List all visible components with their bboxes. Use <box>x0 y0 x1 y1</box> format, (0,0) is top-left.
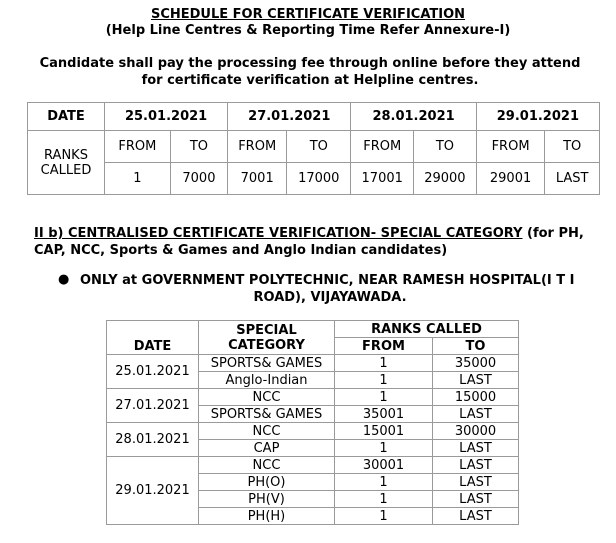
rank-to-value: 17000 <box>287 163 351 195</box>
special-row-to: LAST <box>433 474 519 491</box>
ranks-called-header: RANKS CALLED <box>335 321 519 338</box>
special-to-header: TO <box>433 338 519 355</box>
fee-notice-line-2: for certificate verification at Helpline centres. <box>141 73 479 88</box>
ranks-called-label: RANKS CALLED <box>28 131 105 195</box>
schedule-date-header: DATE <box>28 103 105 131</box>
special-row-to: 15000 <box>433 389 519 406</box>
schedule-table <box>27 102 600 195</box>
table-row <box>107 457 519 474</box>
special-row-to: 35000 <box>433 355 519 372</box>
fee-notice <box>20 55 600 89</box>
bullet-icon: ● <box>58 272 70 287</box>
special-row-date: 25.01.2021 <box>107 355 199 389</box>
special-row-to: LAST <box>433 372 519 389</box>
venue-text <box>80 272 600 306</box>
from-label: FROM <box>351 131 414 163</box>
to-label: TO <box>170 131 228 163</box>
schedule-day-date: 25.01.2021 <box>105 103 228 131</box>
special-row-to: LAST <box>433 457 519 474</box>
schedule-day-date: 27.01.2021 <box>228 103 351 131</box>
special-row-date: 29.01.2021 <box>107 457 199 525</box>
special-row-to: 30000 <box>433 423 519 440</box>
special-from-header: FROM <box>335 338 433 355</box>
special-row-category: PH(V) <box>199 491 335 508</box>
special-category-header: SPECIAL CATEGORY <box>199 321 335 355</box>
special-row-from: 1 <box>335 440 433 457</box>
rank-from-value: 29001 <box>476 163 545 195</box>
page-title: SCHEDULE FOR CERTIFICATE VERIFICATION <box>150 7 466 22</box>
special-date-header: DATE <box>107 321 199 355</box>
table-row <box>107 423 519 440</box>
from-label: FROM <box>228 131 287 163</box>
special-row-from: 30001 <box>335 457 433 474</box>
special-row-category: CAP <box>199 440 335 457</box>
to-label: TO <box>414 131 477 163</box>
special-row-to: LAST <box>433 491 519 508</box>
special-row-from: 1 <box>335 389 433 406</box>
special-row-from: 15001 <box>335 423 433 440</box>
special-row-from: 1 <box>335 372 433 389</box>
special-row-category: NCC <box>199 423 335 440</box>
special-row-date: 27.01.2021 <box>107 389 199 423</box>
fee-notice-line-1: Candidate shall pay the processing fee through online before they attend <box>39 56 581 71</box>
table-row <box>107 355 519 372</box>
from-label: FROM <box>105 131 171 163</box>
special-row-from: 1 <box>335 491 433 508</box>
venue-line-2: ROAD), VIJAYAWADA. <box>253 290 407 305</box>
rank-from-value: 7001 <box>228 163 287 195</box>
special-row-category: Anglo-Indian <box>199 372 335 389</box>
page-subtitle: (Help Line Centres & Reporting Time Refer Annexure-I) <box>105 23 511 38</box>
rank-from-value: 1 <box>105 163 171 195</box>
special-category-table <box>106 320 519 525</box>
table-row <box>107 389 519 406</box>
special-row-from: 35001 <box>335 406 433 423</box>
rank-to-value: 7000 <box>170 163 228 195</box>
special-row-date: 28.01.2021 <box>107 423 199 457</box>
rank-from-value: 17001 <box>351 163 414 195</box>
special-row-category: PH(O) <box>199 474 335 491</box>
rank-to-value: LAST <box>545 163 600 195</box>
special-row-from: 1 <box>335 474 433 491</box>
special-row-category: NCC <box>199 457 335 474</box>
special-row-category: PH(H) <box>199 508 335 525</box>
special-row-to: LAST <box>433 440 519 457</box>
venue-line-1: ONLY at GOVERNMENT POLYTECHNIC, NEAR RAMESH HOSPITAL(I T I <box>80 273 575 288</box>
special-row-to: LAST <box>433 508 519 525</box>
section-heading: II b) CENTRALISED CERTIFICATE VERIFICATION- SPECIAL CATEGORY (for PH, CAP, NCC, Sports & Games and Anglo Indian candidates) <box>34 226 584 258</box>
to-label: TO <box>545 131 600 163</box>
rank-to-value: 29000 <box>414 163 477 195</box>
special-row-from: 1 <box>335 508 433 525</box>
special-row-to: LAST <box>433 406 519 423</box>
to-label: TO <box>287 131 351 163</box>
schedule-day-date: 28.01.2021 <box>351 103 476 131</box>
schedule-day-date: 29.01.2021 <box>476 103 599 131</box>
special-row-category: SPORTS& GAMES <box>199 406 335 423</box>
special-row-category: NCC <box>199 389 335 406</box>
special-row-category: SPORTS& GAMES <box>199 355 335 372</box>
from-label: FROM <box>476 131 545 163</box>
special-row-from: 1 <box>335 355 433 372</box>
